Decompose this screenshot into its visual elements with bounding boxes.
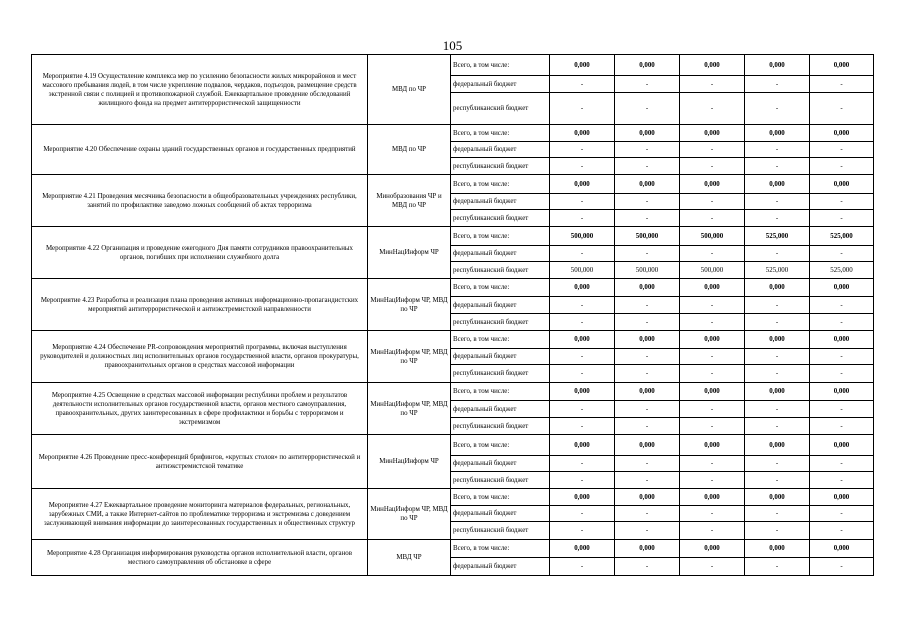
- funding-value: -: [680, 506, 745, 522]
- funding-value: -: [615, 297, 680, 314]
- funding-value: -: [550, 349, 615, 365]
- table-row: [32, 175, 874, 194]
- funding-value: -: [550, 401, 615, 418]
- funding-value: -: [745, 365, 810, 383]
- measure-description: Мероприятие 4.26 Проведение пресс-конференций брифингов, «круглых столов» по антитеррористической и антиэкстремистской тематике: [32, 435, 368, 489]
- funding-source-label: республиканский бюджет: [451, 93, 550, 125]
- funding-value: -: [680, 456, 745, 472]
- funding-value: -: [615, 314, 680, 331]
- funding-value: -: [810, 142, 874, 158]
- funding-value: -: [680, 472, 745, 489]
- funding-source-label: республиканский бюджет: [451, 314, 550, 331]
- funding-value: -: [550, 158, 615, 175]
- funding-value: 0,000: [680, 125, 745, 142]
- executor-cell: МинНацИнформ ЧР, МВД по ЧР: [368, 489, 451, 540]
- funding-value: 525,000: [810, 262, 874, 279]
- funding-value: 0,000: [550, 279, 615, 297]
- funding-value: 0,000: [550, 435, 615, 456]
- funding-value: -: [550, 522, 615, 540]
- funding-value: -: [745, 194, 810, 210]
- funding-source-label: республиканский бюджет: [451, 365, 550, 383]
- funding-value: -: [810, 506, 874, 522]
- funding-value: -: [615, 142, 680, 158]
- funding-value: -: [550, 558, 615, 576]
- funding-value: -: [615, 456, 680, 472]
- funding-source-label: федеральный бюджет: [451, 558, 550, 576]
- funding-value: 0,000: [615, 175, 680, 194]
- funding-value: -: [680, 142, 745, 158]
- funding-value: -: [615, 365, 680, 383]
- funding-value: -: [810, 158, 874, 175]
- funding-value: 500,000: [550, 227, 615, 246]
- page-number: 105: [442, 38, 463, 53]
- funding-value: 0,000: [680, 55, 745, 76]
- funding-value: -: [550, 142, 615, 158]
- funding-value: -: [810, 246, 874, 262]
- funding-source-label: Всего, в том числе:: [451, 540, 550, 558]
- funding-source-label: республиканский бюджет: [451, 522, 550, 540]
- funding-source-label: Всего, в том числе:: [451, 435, 550, 456]
- funding-value: 0,000: [615, 55, 680, 76]
- funding-value: 0,000: [615, 540, 680, 558]
- funding-value: -: [810, 210, 874, 227]
- funding-source-label: республиканский бюджет: [451, 418, 550, 435]
- funding-value: 525,000: [745, 227, 810, 246]
- funding-value: 0,000: [550, 331, 615, 349]
- funding-value: 0,000: [745, 279, 810, 297]
- funding-value: 0,000: [680, 331, 745, 349]
- funding-value: 0,000: [745, 383, 810, 401]
- funding-value: -: [810, 93, 874, 125]
- funding-value: -: [550, 93, 615, 125]
- funding-value: 0,000: [615, 383, 680, 401]
- funding-value: 0,000: [615, 489, 680, 506]
- funding-value: 0,000: [810, 279, 874, 297]
- measure-description: Мероприятие 4.25 Освещение в средствах массовой информации республики проблем и результатов деятельности исполнительных органов государственной власти, органов местного самоуправления, правоохранительных, других заинтересованных в сфере профилактики и борьбы с терроризмом и экстремизмом: [32, 383, 368, 435]
- funding-value: -: [745, 210, 810, 227]
- executor-cell: Минобразования ЧР и МВД по ЧР: [368, 175, 451, 227]
- funding-value: 0,000: [810, 175, 874, 194]
- funding-value: -: [615, 158, 680, 175]
- funding-source-label: Всего, в том числе:: [451, 175, 550, 194]
- funding-source-label: федеральный бюджет: [451, 246, 550, 262]
- funding-value: 0,000: [745, 125, 810, 142]
- table-row: [32, 55, 874, 76]
- funding-value: -: [810, 314, 874, 331]
- funding-source-label: федеральный бюджет: [451, 506, 550, 522]
- funding-value: -: [745, 142, 810, 158]
- funding-value: 0,000: [615, 435, 680, 456]
- funding-value: -: [550, 365, 615, 383]
- funding-source-label: республиканский бюджет: [451, 472, 550, 489]
- funding-value: -: [810, 194, 874, 210]
- funding-value: -: [550, 246, 615, 262]
- funding-value: 0,000: [550, 383, 615, 401]
- funding-value: -: [680, 246, 745, 262]
- table-row: [32, 540, 874, 558]
- funding-value: -: [745, 158, 810, 175]
- funding-source-label: Всего, в том числе:: [451, 125, 550, 142]
- funding-value: -: [810, 522, 874, 540]
- funding-value: -: [550, 194, 615, 210]
- funding-value: -: [550, 506, 615, 522]
- funding-value: -: [745, 349, 810, 365]
- funding-value: 0,000: [745, 540, 810, 558]
- funding-value: -: [745, 314, 810, 331]
- funding-value: 0,000: [550, 489, 615, 506]
- funding-value: 0,000: [810, 540, 874, 558]
- funding-value: -: [680, 194, 745, 210]
- measure-description: Мероприятие 4.24 Обеспечение PR-сопровождения мероприятий программы, включая выступления руководителей и должностных лиц исполнительных органов государственной власти, органов прокуратуры, правоохранительных органов в средствах массовой информации: [32, 331, 368, 383]
- funding-value: -: [680, 558, 745, 576]
- table-row: [32, 435, 874, 456]
- funding-value: 0,000: [810, 55, 874, 76]
- funding-value: -: [680, 76, 745, 93]
- funding-value: 0,000: [745, 175, 810, 194]
- funding-value: -: [615, 401, 680, 418]
- funding-value: -: [615, 349, 680, 365]
- funding-value: -: [550, 418, 615, 435]
- funding-value: -: [615, 93, 680, 125]
- measure-description: Мероприятие 4.28 Организация информирования руководства органов исполнительной власти, органов местного самоуправления об обстановке в сфере: [32, 540, 368, 576]
- funding-value: 500,000: [550, 262, 615, 279]
- funding-value: 0,000: [745, 55, 810, 76]
- funding-source-label: федеральный бюджет: [451, 194, 550, 210]
- funding-value: -: [745, 456, 810, 472]
- table-row: [32, 227, 874, 246]
- executor-cell: МинНацИнформ ЧР, МВД по ЧР: [368, 383, 451, 435]
- funding-value: -: [550, 210, 615, 227]
- executor-cell: МВД по ЧР: [368, 125, 451, 175]
- funding-value: 0,000: [680, 540, 745, 558]
- funding-value: -: [550, 314, 615, 331]
- funding-source-label: федеральный бюджет: [451, 456, 550, 472]
- funding-source-label: Всего, в том числе:: [451, 279, 550, 297]
- measure-description: Мероприятие 4.20 Обеспечение охраны зданий государственных органов и государственных предприятий: [32, 125, 368, 175]
- funding-value: 0,000: [550, 175, 615, 194]
- funding-value: -: [550, 76, 615, 93]
- funding-value: 0,000: [680, 383, 745, 401]
- table-row: [32, 125, 874, 142]
- funding-value: 525,000: [810, 227, 874, 246]
- executor-cell: МинНацИнформ ЧР, МВД по ЧР: [368, 331, 451, 383]
- funding-value: -: [615, 506, 680, 522]
- funding-value: 0,000: [550, 540, 615, 558]
- funding-value: 0,000: [550, 125, 615, 142]
- table-row: [32, 489, 874, 506]
- funding-value: -: [810, 401, 874, 418]
- funding-value: -: [550, 456, 615, 472]
- funding-value: 0,000: [810, 489, 874, 506]
- executor-cell: МВД ЧР: [368, 540, 451, 576]
- funding-value: 0,000: [745, 435, 810, 456]
- funding-value: 0,000: [680, 489, 745, 506]
- funding-value: 0,000: [745, 489, 810, 506]
- funding-source-label: Всего, в том числе:: [451, 331, 550, 349]
- funding-value: 0,000: [810, 125, 874, 142]
- funding-value: -: [680, 93, 745, 125]
- funding-value: -: [680, 365, 745, 383]
- funding-value: 0,000: [550, 55, 615, 76]
- funding-value: -: [550, 297, 615, 314]
- funding-value: 500,000: [680, 262, 745, 279]
- table-row: [32, 383, 874, 401]
- funding-value: -: [615, 76, 680, 93]
- funding-value: 0,000: [615, 125, 680, 142]
- measure-description: Мероприятие 4.22 Организация и проведение ежегодного Дня памяти сотрудников правоохранительных органов, погибших при исполнении служебного долга: [32, 227, 368, 279]
- funding-value: -: [810, 456, 874, 472]
- funding-value: -: [745, 401, 810, 418]
- funding-source-label: Всего, в том числе:: [451, 227, 550, 246]
- executor-cell: МинНацИнформ ЧР, МВД по ЧР: [368, 279, 451, 331]
- funding-value: -: [810, 472, 874, 489]
- funding-value: 525,000: [745, 262, 810, 279]
- measure-description: Мероприятие 4.21 Проведения месячника безопасности в общеобразовательных учреждениях республики, занятий по профилактике заведомо ложных сообщений об актах терроризма: [32, 175, 368, 227]
- funding-source-label: федеральный бюджет: [451, 401, 550, 418]
- funding-value: -: [810, 76, 874, 93]
- funding-value: -: [810, 349, 874, 365]
- measure-description: Мероприятие 4.27 Ежеквартальное проведение мониторинга материалов федеральных, региональных, зарубежных СМИ, а также Интернет-сайтов по проблематике терроризма и экстремизма с доведением заслуживающей внимания информации до заинтересованных государственных и общественных структур: [32, 489, 368, 540]
- funding-value: -: [810, 558, 874, 576]
- funding-value: 0,000: [745, 331, 810, 349]
- funding-source-label: федеральный бюджет: [451, 349, 550, 365]
- funding-value: 0,000: [810, 331, 874, 349]
- funding-value: -: [745, 93, 810, 125]
- funding-source-label: Всего, в том числе:: [451, 55, 550, 76]
- funding-value: 0,000: [810, 383, 874, 401]
- measure-description: Мероприятие 4.19 Осуществление комплекса мер по усилению безопасности жилых микрорайонов и мест массового пребывания людей, в том числе укрепление подвалов, чердаков, подъездов, размещение средств экстренной связи с полицией и противопожарной службой. Ежеквартальное проведение обследований жилищного фонда на предмет антитеррористической защищенности: [32, 55, 368, 125]
- funding-value: -: [745, 558, 810, 576]
- funding-source-label: республиканский бюджет: [451, 158, 550, 175]
- funding-value: -: [810, 365, 874, 383]
- funding-value: -: [745, 76, 810, 93]
- funding-source-label: федеральный бюджет: [451, 297, 550, 314]
- funding-value: -: [680, 522, 745, 540]
- funding-value: -: [745, 297, 810, 314]
- funding-source-label: Всего, в том числе:: [451, 489, 550, 506]
- funding-value: -: [745, 418, 810, 435]
- funding-value: -: [615, 522, 680, 540]
- funding-source-label: Всего, в том числе:: [451, 383, 550, 401]
- funding-value: -: [680, 314, 745, 331]
- funding-value: -: [615, 246, 680, 262]
- funding-source-label: республиканский бюджет: [451, 262, 550, 279]
- funding-value: 0,000: [810, 435, 874, 456]
- funding-value: 0,000: [615, 331, 680, 349]
- funding-value: -: [680, 349, 745, 365]
- funding-value: 500,000: [680, 227, 745, 246]
- funding-value: -: [745, 246, 810, 262]
- funding-value: -: [615, 472, 680, 489]
- funding-value: 0,000: [680, 435, 745, 456]
- funding-value: -: [745, 522, 810, 540]
- funding-value: -: [680, 401, 745, 418]
- funding-source-label: федеральный бюджет: [451, 76, 550, 93]
- funding-value: -: [615, 558, 680, 576]
- funding-value: 0,000: [680, 279, 745, 297]
- funding-value: 500,000: [615, 262, 680, 279]
- table-row: [32, 279, 874, 297]
- funding-value: -: [745, 472, 810, 489]
- funding-value: -: [680, 418, 745, 435]
- funding-value: 0,000: [615, 279, 680, 297]
- funding-source-label: федеральный бюджет: [451, 142, 550, 158]
- funding-source-label: республиканский бюджет: [451, 210, 550, 227]
- funding-value: -: [810, 297, 874, 314]
- funding-value: 500,000: [615, 227, 680, 246]
- funding-value: -: [680, 210, 745, 227]
- measure-description: Мероприятие 4.23 Разработка и реализация плана проведения активных информационно-пропагандистских мероприятий антитеррористической и антиэкстремистской направленности: [32, 279, 368, 331]
- funding-value: -: [550, 472, 615, 489]
- funding-value: -: [615, 418, 680, 435]
- funding-value: -: [810, 418, 874, 435]
- funding-value: -: [615, 210, 680, 227]
- funding-value: -: [680, 297, 745, 314]
- funding-value: -: [680, 158, 745, 175]
- funding-value: -: [615, 194, 680, 210]
- executor-cell: МинНацИнформ ЧР: [368, 435, 451, 489]
- funding-value: -: [745, 506, 810, 522]
- table-row: [32, 331, 874, 349]
- funding-table: [31, 54, 874, 576]
- funding-value: 0,000: [680, 175, 745, 194]
- executor-cell: МинНацИнформ ЧР: [368, 227, 451, 279]
- executor-cell: МВД по ЧР: [368, 55, 451, 125]
